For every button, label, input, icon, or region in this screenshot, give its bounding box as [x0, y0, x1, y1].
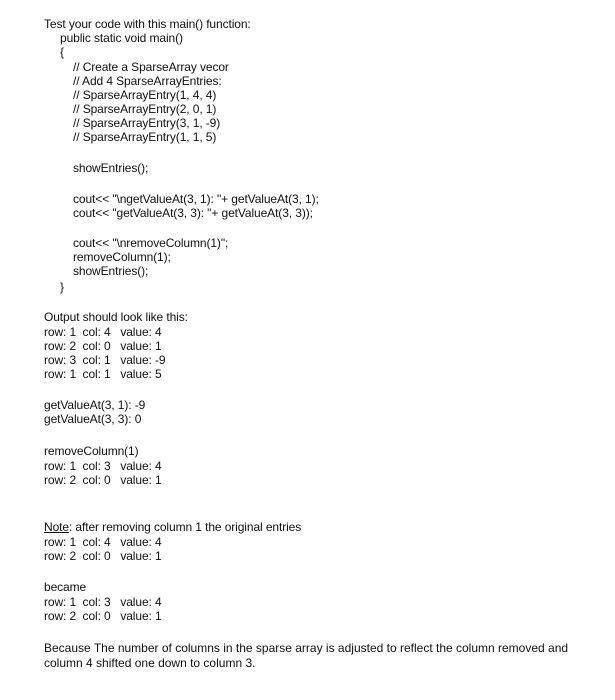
note-entry: row: 1 col: 4 value: 4 [44, 535, 162, 549]
get-value-output: getValueAt(3, 1): -9 [44, 398, 146, 412]
open-brace: { [60, 45, 64, 59]
note-label: Note [44, 520, 69, 534]
output-entry: row: 1 col: 3 value: 4 [44, 459, 162, 473]
intro-text: Test your code with this main() function: [44, 17, 251, 31]
note-entry: row: 1 col: 3 value: 4 [44, 595, 162, 609]
output-entry: row: 1 col: 4 value: 4 [44, 325, 162, 339]
note-line [44, 520, 301, 534]
output-entry: row: 2 col: 0 value: 1 [44, 339, 162, 353]
explanation-paragraph: Because The number of columns in the sparse array is adjusted to reflect the column removed and column 4 shifted one down to column 3. [44, 641, 569, 670]
output-entry: row: 1 col: 1 value: 5 [44, 367, 162, 381]
code-comment: // SparseArrayEntry(2, 0, 1) [73, 102, 217, 116]
cout-statement: cout<< "getValueAt(3, 3): "+ getValueAt(3, 3)); [73, 206, 313, 220]
code-comment: // SparseArrayEntry(1, 4, 4) [73, 88, 217, 102]
output-heading: Output should look like this: [44, 310, 188, 324]
remove-column-heading: removeColumn(1) [44, 444, 139, 458]
close-brace: } [60, 280, 64, 294]
get-value-output: getValueAt(3, 3): 0 [44, 412, 142, 426]
code-comment: // Create a SparseArray vecor [73, 60, 229, 74]
code-comment: // Add 4 SparseArrayEntries: [73, 74, 222, 88]
cout-statement: cout<< "\ngetValueAt(3, 1): "+ getValueAt(3, 1); [73, 192, 319, 206]
output-entry: row: 3 col: 1 value: -9 [44, 353, 166, 367]
became-label: became [44, 580, 87, 594]
note-entry: row: 2 col: 0 value: 1 [44, 609, 162, 623]
note-entry: row: 2 col: 0 value: 1 [44, 549, 162, 563]
show-entries-call: showEntries(); [73, 161, 149, 175]
main-signature: public static void main() [60, 31, 183, 45]
code-comment: // SparseArrayEntry(3, 1, -9) [73, 116, 221, 130]
show-entries-call: showEntries(); [73, 264, 149, 278]
note-text: : after removing column 1 the original entries [68, 520, 302, 534]
cout-statement: cout<< "\nremoveColumn(1)"; [73, 236, 229, 250]
output-entry: row: 2 col: 0 value: 1 [44, 473, 162, 487]
code-comment: // SparseArrayEntry(1, 1, 5) [73, 130, 217, 144]
remove-column-call: removeColumn(1); [73, 250, 171, 264]
